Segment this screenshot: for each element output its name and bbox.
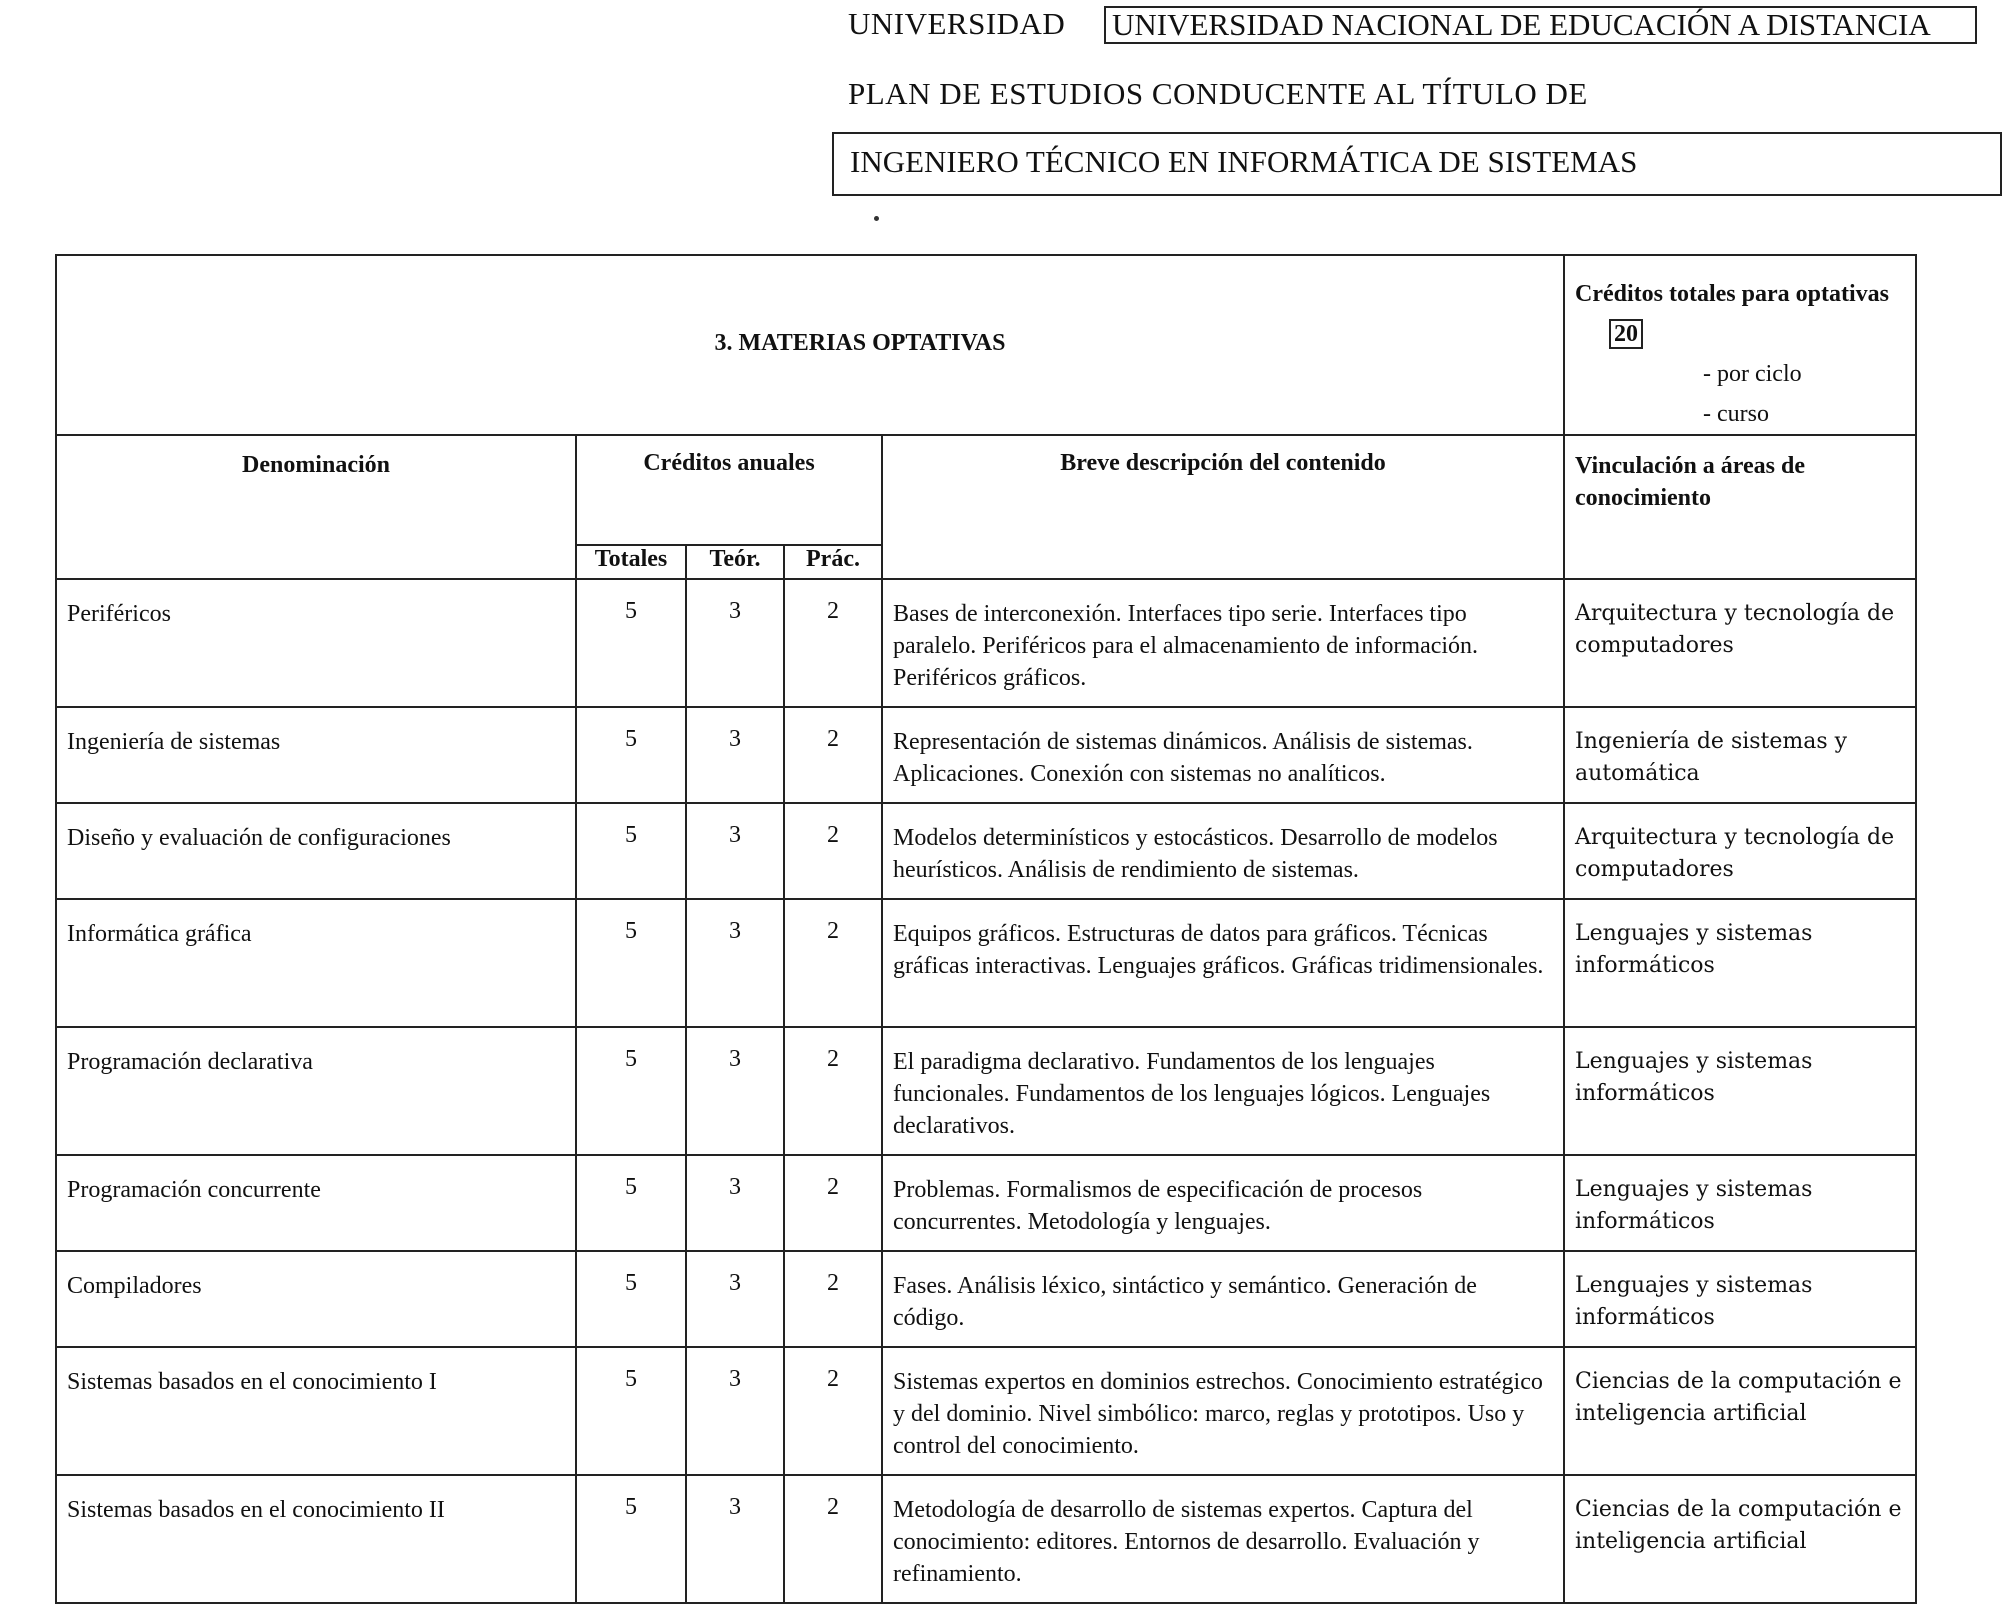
- section-title: 3. MATERIAS OPTATIVAS: [714, 330, 1006, 356]
- descripcion-cell: Sistemas expertos en dominios estrechos. Conocimiento estratégico y del dominio. Nivel simbólico: marco, reglas y prototipos. Uso y control del conocimiento.: [882, 1347, 1564, 1475]
- table-row: [56, 1475, 1916, 1603]
- plan-label: PLAN DE ESTUDIOS CONDUCENTE AL TÍTULO DE: [848, 76, 1588, 111]
- totales-cell: 5: [576, 1475, 686, 1603]
- vinculacion-cell: Lenguajes y sistemas informáticos: [1564, 1155, 1916, 1251]
- titulo-text: INGENIERO TÉCNICO EN INFORMÁTICA DE SISTEMAS: [850, 144, 1638, 179]
- totales-cell: 5: [576, 1251, 686, 1347]
- materias-rows: [56, 579, 1916, 1603]
- col-denominacion: Denominación: [56, 435, 576, 579]
- vinculacion-cell: Lenguajes y sistemas informáticos: [1564, 899, 1916, 1027]
- table-row: [56, 579, 1916, 707]
- descripcion-cell: Metodología de desarrollo de sistemas expertos. Captura del conocimiento: editores. Entornos de desarrollo. Evaluación y refinamiento.: [882, 1475, 1564, 1603]
- vinculacion-cell: Arquitectura y tecnología de computadores: [1564, 803, 1916, 899]
- denominacion-cell: Programación declarativa: [56, 1027, 576, 1155]
- denominacion-cell: Ingeniería de sistemas: [56, 707, 576, 803]
- totales-cell: 5: [576, 1347, 686, 1475]
- col-teor: Teór.: [686, 545, 784, 579]
- denominacion-cell: Informática gráfica: [56, 899, 576, 1027]
- table-row: [56, 1155, 1916, 1251]
- totales-cell: 5: [576, 579, 686, 707]
- creditos-totales-value: 20: [1609, 319, 1643, 349]
- creditos-totales-cell: [1564, 255, 1916, 435]
- descripcion-cell: Fases. Análisis léxico, sintáctico y semántico. Generación de código.: [882, 1251, 1564, 1347]
- titulo-box: [832, 132, 2002, 196]
- col-totales: Totales: [576, 545, 686, 579]
- universidad-label: UNIVERSIDAD: [848, 6, 1066, 41]
- vinculacion-cell: Ciencias de la computación e inteligencia artificial: [1564, 1347, 1916, 1475]
- vinculacion-cell: Arquitectura y tecnología de computadores: [1564, 579, 1916, 707]
- prac-cell: 2: [784, 1251, 882, 1347]
- table-row: [56, 707, 1916, 803]
- creditos-totales-label: Créditos totales para optativas: [1575, 281, 1889, 307]
- universidad-name-box: [1104, 6, 1977, 44]
- section-title-cell: [56, 255, 1564, 435]
- denominacion-cell: Periféricos: [56, 579, 576, 707]
- teor-cell: 3: [686, 1251, 784, 1347]
- universidad-name: UNIVERSIDAD NACIONAL DE EDUCACIÓN A DISTANCIA: [1112, 7, 1931, 42]
- teor-cell: 3: [686, 899, 784, 1027]
- por-ciclo: - por ciclo: [1703, 361, 1802, 387]
- table-row: [56, 1027, 1916, 1155]
- totales-cell: 5: [576, 1155, 686, 1251]
- table-row: [56, 1251, 1916, 1347]
- col-descripcion: Breve descripción del contenido: [882, 435, 1564, 579]
- denominacion-cell: Sistemas basados en el conocimiento I: [56, 1347, 576, 1475]
- descripcion-cell: Equipos gráficos. Estructuras de datos para gráficos. Técnicas gráficas interactivas. Lenguajes gráficos. Gráficas tridimensionales.: [882, 899, 1564, 1027]
- totales-cell: 5: [576, 1027, 686, 1155]
- prac-cell: 2: [784, 1347, 882, 1475]
- materias-optativas-table: [55, 254, 1917, 1604]
- prac-cell: 2: [784, 707, 882, 803]
- teor-cell: 3: [686, 579, 784, 707]
- teor-cell: 3: [686, 707, 784, 803]
- prac-cell: 2: [784, 1155, 882, 1251]
- descripcion-cell: Bases de interconexión. Interfaces tipo serie. Interfaces tipo paralelo. Periféricos para el almacenamiento de información. Periféricos gráficos.: [882, 579, 1564, 707]
- table-row: [56, 803, 1916, 899]
- teor-cell: 3: [686, 1347, 784, 1475]
- totales-cell: 5: [576, 803, 686, 899]
- descripcion-cell: Modelos determinísticos y estocásticos. Desarrollo de modelos heurísticos. Análisis de rendimiento de sistemas.: [882, 803, 1564, 899]
- prac-cell: 2: [784, 1027, 882, 1155]
- prac-cell: 2: [784, 1475, 882, 1603]
- prac-cell: 2: [784, 803, 882, 899]
- teor-cell: 3: [686, 1155, 784, 1251]
- prac-cell: 2: [784, 899, 882, 1027]
- vinculacion-cell: Ciencias de la computación e inteligencia artificial: [1564, 1475, 1916, 1603]
- totales-cell: 5: [576, 707, 686, 803]
- denominacion-cell: Compiladores: [56, 1251, 576, 1347]
- denominacion-cell: Diseño y evaluación de configuraciones: [56, 803, 576, 899]
- descripcion-cell: El paradigma declarativo. Fundamentos de los lenguajes funcionales. Fundamentos de los lenguajes lógicos. Lenguajes declarativos.: [882, 1027, 1564, 1155]
- creditos-totales-block: [1565, 256, 1915, 434]
- denominacion-cell: Programación concurrente: [56, 1155, 576, 1251]
- denominacion-cell: Sistemas basados en el conocimiento II: [56, 1475, 576, 1603]
- table-row: [56, 899, 1916, 1027]
- curso: - curso: [1703, 401, 1769, 427]
- descripcion-cell: Representación de sistemas dinámicos. Análisis de sistemas. Aplicaciones. Conexión con sistemas no analíticos.: [882, 707, 1564, 803]
- table-row: [56, 1347, 1916, 1475]
- creditos-totales-line: [1575, 274, 1905, 354]
- vinculacion-cell: Lenguajes y sistemas informáticos: [1564, 1027, 1916, 1155]
- teor-cell: 3: [686, 1475, 784, 1603]
- col-creditos-anuales: Créditos anuales: [576, 435, 882, 545]
- teor-cell: 3: [686, 803, 784, 899]
- vinculacion-cell: Lenguajes y sistemas informáticos: [1564, 1251, 1916, 1347]
- section-header-row: [56, 255, 1916, 435]
- descripcion-cell: Problemas. Formalismos de especificación de procesos concurrentes. Metodología y lenguajes.: [882, 1155, 1564, 1251]
- totales-cell: 5: [576, 899, 686, 1027]
- scan-speck: [874, 216, 879, 221]
- column-header-row-1: [56, 435, 1916, 545]
- vinculacion-cell: Ingeniería de sistemas y automática: [1564, 707, 1916, 803]
- col-vinculacion: Vinculación a áreas de conocimiento: [1564, 435, 1916, 579]
- prac-cell: 2: [784, 579, 882, 707]
- col-prac: Prác.: [784, 545, 882, 579]
- teor-cell: 3: [686, 1027, 784, 1155]
